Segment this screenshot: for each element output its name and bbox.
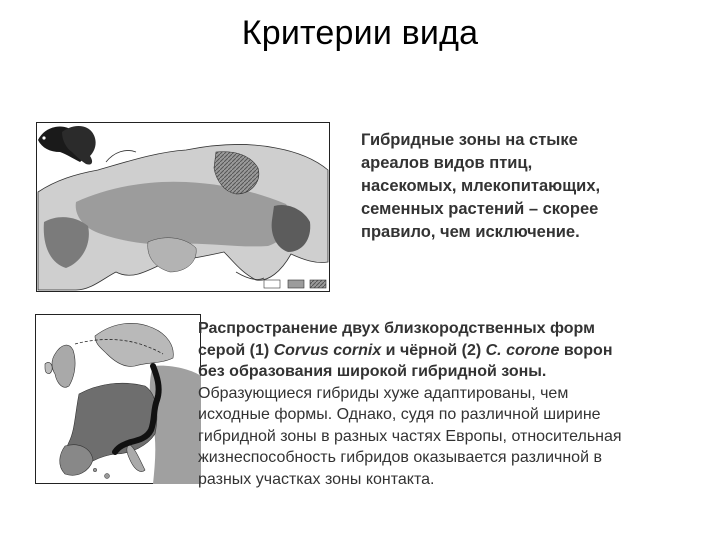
desc-line: без образования широкой гибридной зоны.: [198, 363, 547, 380]
desc-line: разных участках зоны контакта.: [198, 470, 435, 488]
desc-line: Распространение двух близкородственных форм: [198, 320, 595, 337]
legend-swatch-1: [264, 280, 280, 288]
eurasia-range-map: [36, 122, 330, 292]
species-name-black-crow: C. corone: [485, 341, 560, 359]
intro-line: ареалов видов птиц,: [361, 154, 533, 172]
intro-line: семенных растений – скорее: [361, 200, 599, 218]
intro-line: Гибридные зоны на стыке: [361, 131, 578, 149]
desc-line: [198, 340, 688, 362]
intro-line: насекомых, млекопитающих,: [361, 177, 601, 195]
desc-line: исходные формы. Однако, судя по различной ширине: [198, 406, 601, 423]
desc-text: и чёрной (2): [381, 341, 486, 359]
crow-distribution-description: [198, 318, 688, 490]
desc-text: серой (1): [198, 341, 274, 359]
slide-title: Критерии вида: [241, 14, 479, 52]
desc-text: ворон: [559, 341, 613, 359]
intro-line: правило, чем исключение.: [361, 223, 580, 241]
desc-line: жизнеспособность гибридов оказывается различной в: [198, 449, 602, 466]
legend-swatch-2: [288, 280, 304, 288]
desc-line: гибридной зоны в разных частях Европы, относительная: [198, 427, 622, 445]
species-name-grey-crow: Corvus cornix: [273, 341, 382, 359]
hybrid-zones-intro: [361, 129, 691, 244]
desc-line: Образующиеся гибриды хуже адаптированы, чем: [198, 384, 569, 402]
legend-swatch-3: [310, 280, 326, 288]
europe-hybrid-zone-map: [35, 314, 201, 484]
